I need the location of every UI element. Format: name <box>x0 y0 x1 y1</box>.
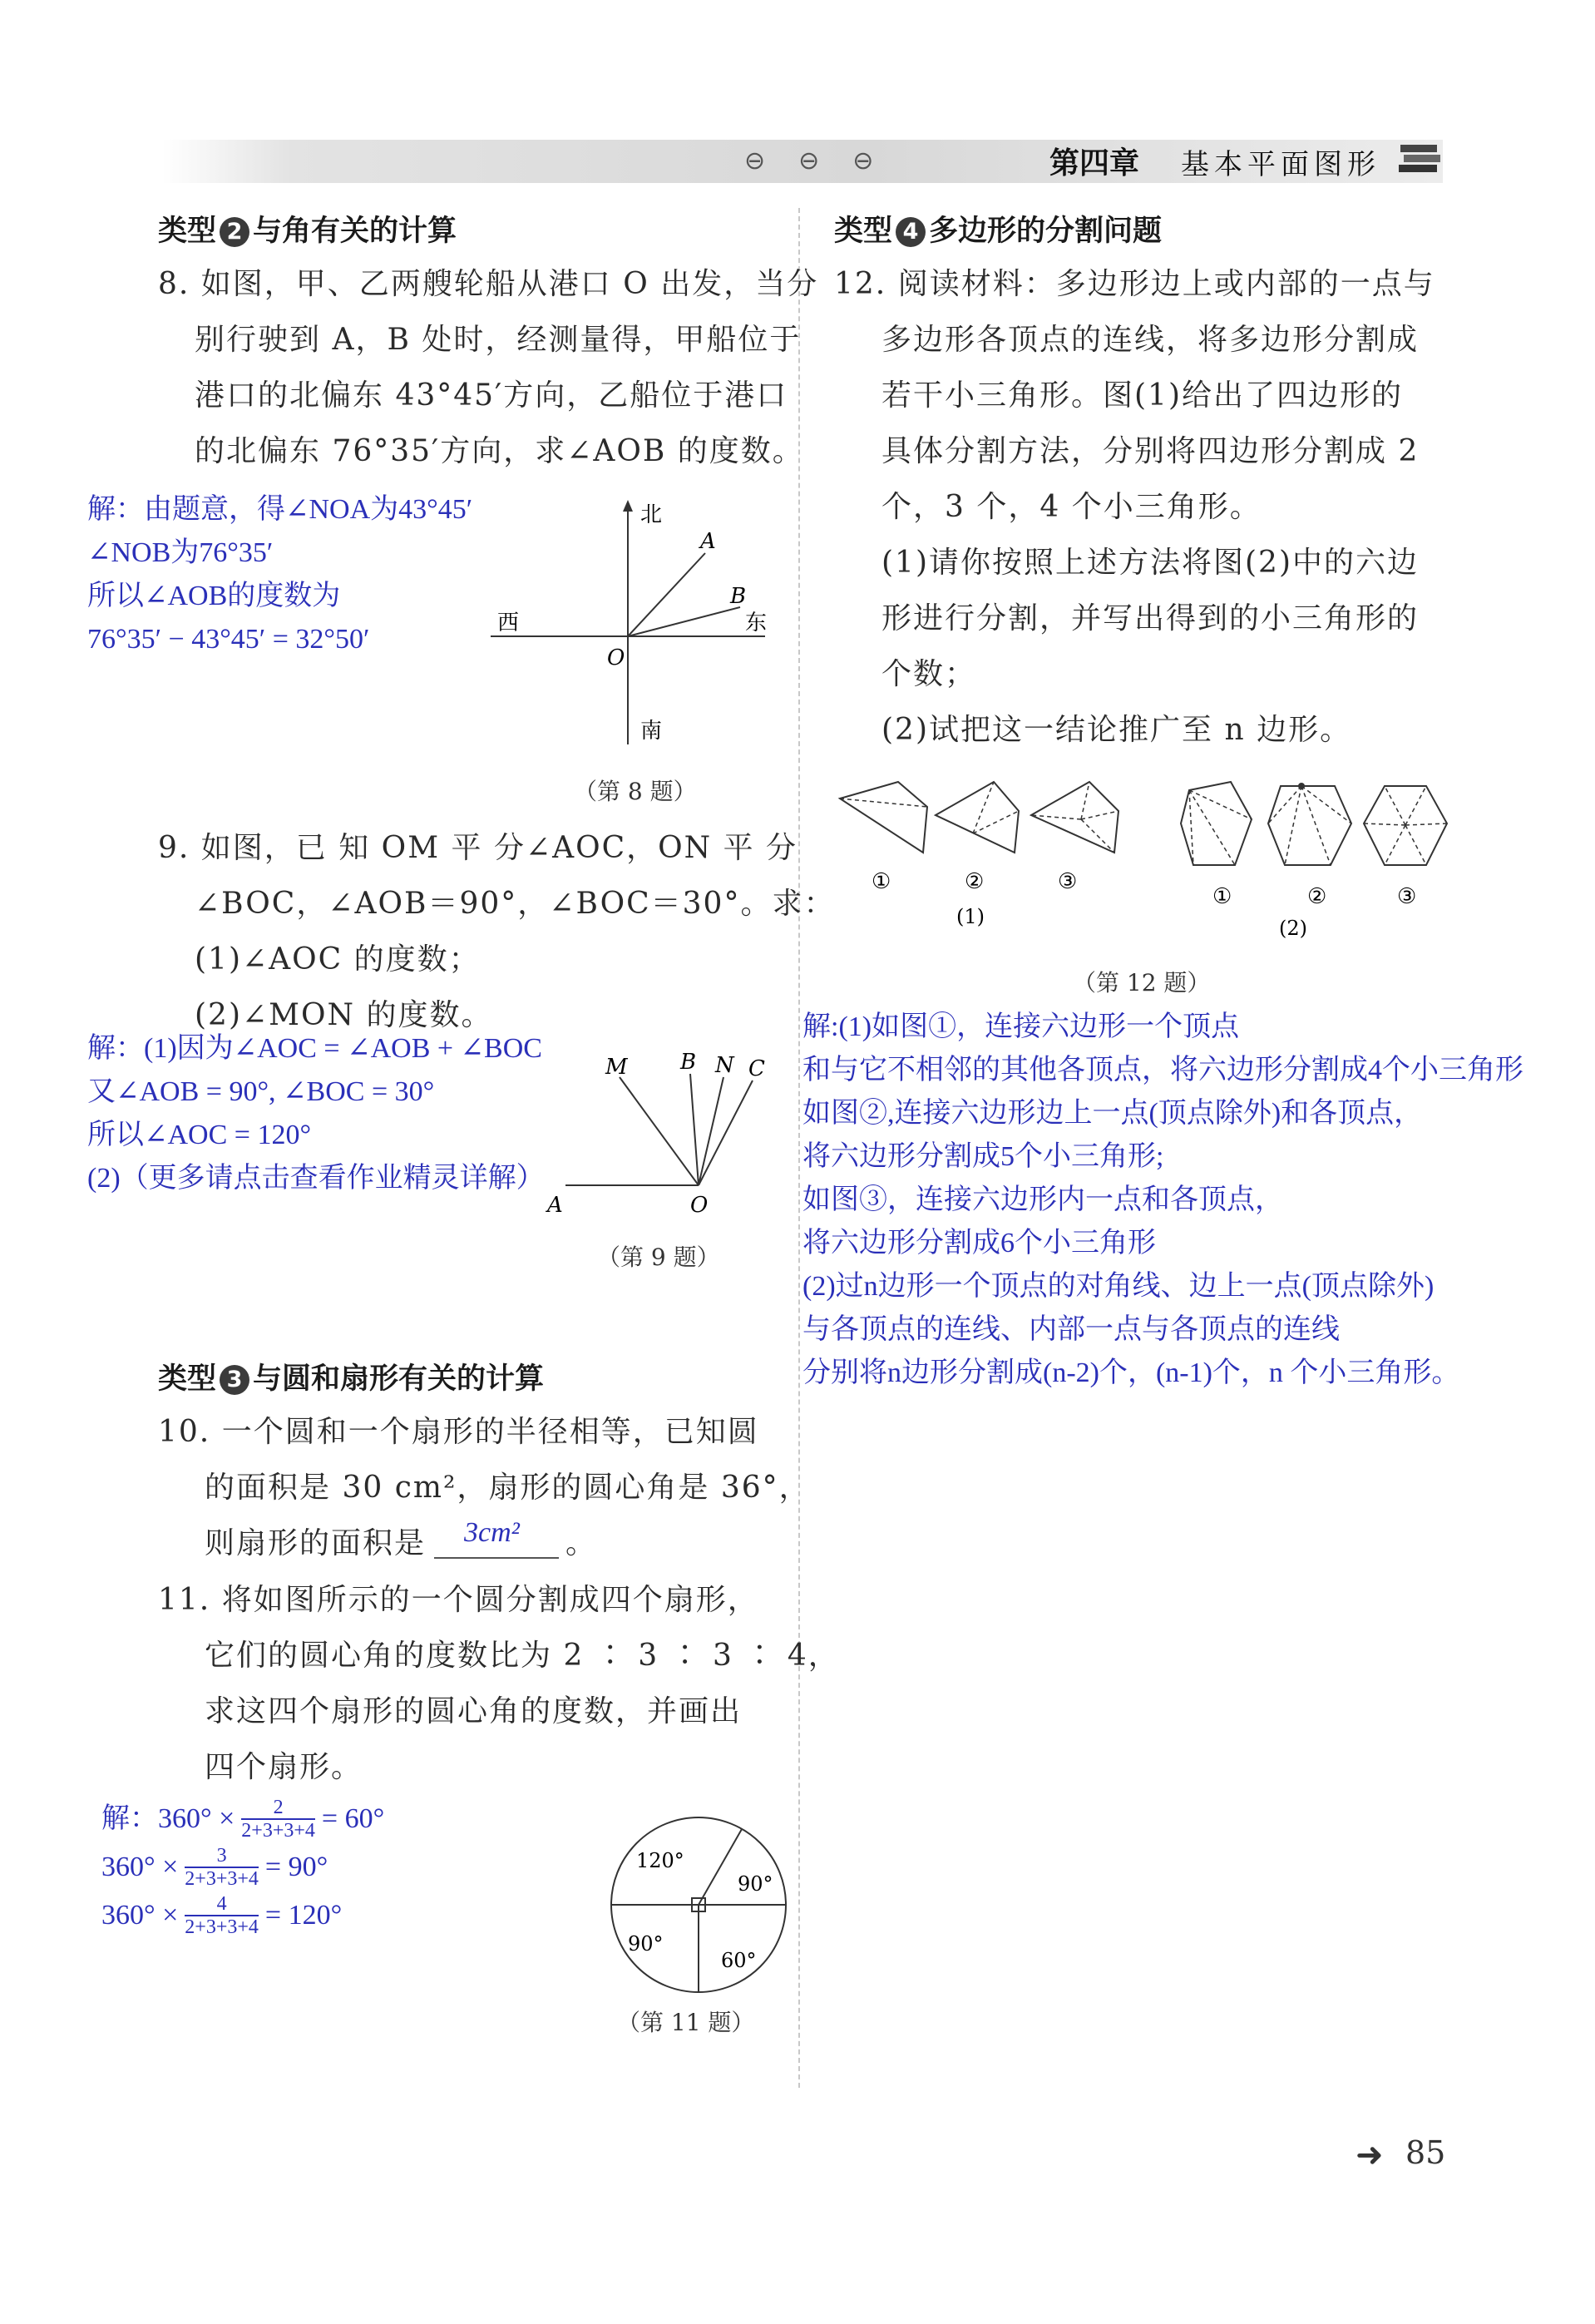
sector-label-60: 60° <box>721 1949 757 1972</box>
q11-answer-row-1 <box>101 1797 384 1842</box>
section-number-badge: 3 <box>220 1365 249 1395</box>
q8-caption: （第 8 题） <box>574 778 697 805</box>
q12-answer-1: 解:(1)如图①，连接六边形一个顶点 <box>802 1011 1240 1042</box>
q11-line-2: 它们的圆心角的度数比为 2 ∶ 3 ∶ 3 ∶ 4， <box>205 1639 840 1673</box>
ray-OB <box>690 1074 699 1185</box>
header-arrows <box>744 146 906 176</box>
group-label-1: (1) <box>956 905 985 928</box>
q9-figure <box>532 1044 782 1223</box>
fraction-denominator: 2+3+3+4 <box>241 1820 315 1842</box>
ray-OC <box>699 1080 753 1185</box>
hexagon-split-3 <box>1364 786 1447 865</box>
q8-answer-1: 解：由题意，得∠NOA为43°45′ <box>87 494 473 525</box>
section-heading-type4: 类型 4 多边形的分割问题 <box>834 215 1163 248</box>
section-number-badge: 2 <box>220 217 249 247</box>
q9-line-2: ∠BOC，∠AOB＝90°，∠BOC＝30°。求： <box>195 887 836 921</box>
label-A: A <box>700 529 716 554</box>
q9-line-3: (1)∠AOC 的度数； <box>195 942 481 977</box>
quadrilateral-split-1 <box>840 782 927 853</box>
answer-result: = 120° <box>264 1900 343 1931</box>
q8-answer-4: 76°35′ − 43°45′ = 32°50′ <box>87 624 370 655</box>
fraction-numerator: 2 <box>273 1797 284 1818</box>
fraction <box>185 1893 259 1938</box>
q10-answer: 3cm² <box>464 1517 520 1548</box>
q9-line-4: (2)∠MON 的度数。 <box>195 998 493 1032</box>
q10-line-3-end: 。 <box>565 1526 598 1560</box>
quadrilateral-split-3 <box>1031 782 1118 853</box>
label-A: A <box>547 1193 563 1218</box>
sector-label-120: 120° <box>636 1849 684 1872</box>
books-icon <box>1397 140 1444 176</box>
chapter-title: 基本平面图形 <box>1181 148 1380 181</box>
marker-1: ① <box>872 869 891 894</box>
q12-answer-9: 分别将n边形分割成(n-2)个，(n-1)个，n 个小三角形。 <box>802 1357 1460 1388</box>
section-heading-type3: 类型 3 与圆和扇形有关的计算 <box>158 1362 545 1396</box>
section-number-badge: 4 <box>896 217 926 247</box>
arrow-left-icon: ⊖ <box>798 146 853 176</box>
q9-line-1: 9. 如图，已 知 OM 平 分∠AOC，ON 平 分 <box>158 831 798 865</box>
sector-divider <box>699 1829 742 1905</box>
q11-caption: （第 11 题） <box>617 2009 755 2036</box>
q8-answer-2: ∠NOB为76°35′ <box>87 537 274 568</box>
label-west: 西 <box>497 611 520 635</box>
q12-answer-7: (2)过n边形一个顶点的对角线、边上一点(顶点除外) <box>802 1271 1435 1302</box>
fraction <box>241 1797 315 1842</box>
ray-OA <box>628 553 705 636</box>
sector-label-90-left: 90° <box>628 1932 664 1956</box>
q12-line-3: 若干小三角形。图(1)给出了四边形的 <box>881 378 1403 413</box>
column-divider <box>798 208 800 2088</box>
q12-line-8: 个数； <box>881 657 977 691</box>
north-arrow-icon <box>623 500 633 512</box>
q8-figure <box>482 495 782 753</box>
q12-answer-3: 如图②,连接六边形边上一点(顶点除外)和各顶点， <box>802 1098 1423 1129</box>
q12-line-4: 具体分割方法，分别将四边形分割成 2 <box>881 434 1420 468</box>
q9-answer-4[interactable]: (2)（更多请点击查看作业精灵详解） <box>87 1163 545 1194</box>
answer-result: = 60° <box>321 1803 385 1834</box>
fraction-numerator: 3 <box>216 1845 227 1867</box>
q8-line-1: 8. 如图，甲、乙两艘轮船从港口 O 出发，当分 <box>158 267 819 301</box>
q12-line-1: 12. 阅读材料：多边形边上或内部的一点与 <box>834 267 1435 301</box>
q8-answer-3: 所以∠AOB的度数为 <box>87 581 341 611</box>
group-label-2: (2) <box>1279 917 1307 940</box>
q8-line-4: 的北偏东 76°35′方向，求∠AOB 的度数。 <box>195 434 804 468</box>
fraction <box>185 1845 259 1890</box>
answer-lead: 解：360° × <box>101 1803 235 1834</box>
chapter-number: 第四章 <box>1049 146 1140 180</box>
q11-answer-row-2 <box>101 1845 328 1890</box>
marker-2: ② <box>965 869 985 894</box>
marker-3: ③ <box>1058 869 1078 894</box>
marker-3: ③ <box>1397 884 1417 909</box>
label-north: 北 <box>640 502 663 527</box>
q10-line-3: 则扇形的面积是 <box>205 1526 427 1560</box>
q11-line-4: 四个扇形。 <box>205 1750 363 1784</box>
label-B: B <box>730 584 747 609</box>
q10-line-1: 10. 一个圆和一个扇形的半径相等，已知圆 <box>158 1415 759 1449</box>
page-number: 85 <box>1405 2134 1446 2171</box>
q12-line-5: 个，3 个，4 个小三角形。 <box>881 490 1262 524</box>
q11-answer-row-3 <box>101 1893 342 1938</box>
fraction-numerator: 4 <box>216 1893 227 1915</box>
q9-answer-1: 解：(1)因为∠AOC = ∠AOB + ∠BOC <box>87 1033 542 1064</box>
q11-line-3: 求这四个扇形的圆心角的度数，并画出 <box>205 1694 743 1728</box>
label-O: O <box>690 1193 709 1218</box>
q12-figure <box>832 774 1464 940</box>
q12-line-7: 形进行分割，并写出得到的小三角形的 <box>881 601 1420 635</box>
label-M: M <box>605 1055 628 1080</box>
fraction-denominator: 2+3+3+4 <box>185 1916 259 1938</box>
arrow-left-icon: ⊖ <box>852 146 907 176</box>
answer-lead: 360° × <box>101 1900 179 1931</box>
q9-answer-3: 所以∠AOC = 120° <box>87 1120 312 1150</box>
q11-pie-figure <box>603 1809 794 2000</box>
q12-line-2: 多边形各顶点的连线，将多边形分割成 <box>881 323 1420 357</box>
answer-result: = 90° <box>264 1852 328 1882</box>
hexagon-split-2 <box>1268 783 1351 865</box>
q12-answer-6: 将六边形分割成6个小三角形 <box>802 1228 1156 1258</box>
q9-answer-2: 又∠AOB = 90°, ∠BOC = 30° <box>87 1076 435 1107</box>
label-B: B <box>680 1050 697 1075</box>
label-C: C <box>748 1056 765 1081</box>
arrow-left-icon: ⊖ <box>744 146 799 176</box>
label-O: O <box>607 645 625 670</box>
q12-answer-2: 和与它不相邻的其他各顶点，将六边形分割成4个小三角形 <box>802 1055 1523 1085</box>
q12-answer-4: 将六边形分割成5个小三角形; <box>802 1141 1164 1172</box>
q11-line-1: 11. 将如图所示的一个圆分割成四个扇形， <box>158 1583 759 1617</box>
answer-lead: 360° × <box>101 1852 179 1882</box>
q12-caption: （第 12 题） <box>1073 969 1211 996</box>
label-south: 南 <box>640 719 663 744</box>
q8-line-3: 港口的北偏东 43°45′方向，乙船位于港口 <box>195 378 788 413</box>
fraction-denominator: 2+3+3+4 <box>185 1868 259 1890</box>
label-N: N <box>715 1053 734 1078</box>
q10-line-2: 的面积是 30 cm²，扇形的圆心角是 36°， <box>205 1471 811 1505</box>
hexagon-split-1 <box>1181 782 1252 865</box>
q12-line-9: (2)试把这一结论推广至 n 边形。 <box>881 713 1352 747</box>
marker-2: ② <box>1307 884 1327 909</box>
q8-line-2: 别行驶到 A，B 处时，经测量得，甲船位于 <box>195 323 802 357</box>
q12-answer-8: 与各顶点的连线、内部一点与各顶点的连线 <box>802 1314 1340 1345</box>
q9-caption: （第 9 题） <box>597 1244 720 1271</box>
ray-OM <box>620 1077 699 1185</box>
ray-ON <box>699 1077 723 1185</box>
label-east: 东 <box>745 611 768 635</box>
next-page-arrow-icon[interactable]: ➜ <box>1356 2136 1384 2174</box>
ray-OB <box>628 607 740 636</box>
section-heading-type2: 类型 2 与角有关的计算 <box>158 215 457 248</box>
marker-1: ① <box>1212 884 1232 909</box>
q12-answer-5: 如图③，连接六边形内一点和各顶点， <box>802 1184 1283 1215</box>
sector-label-90-right: 90° <box>738 1872 773 1896</box>
quadrilateral-split-2 <box>936 782 1019 853</box>
q12-line-6: (1)请你按照上述方法将图(2)中的六边 <box>881 546 1419 580</box>
